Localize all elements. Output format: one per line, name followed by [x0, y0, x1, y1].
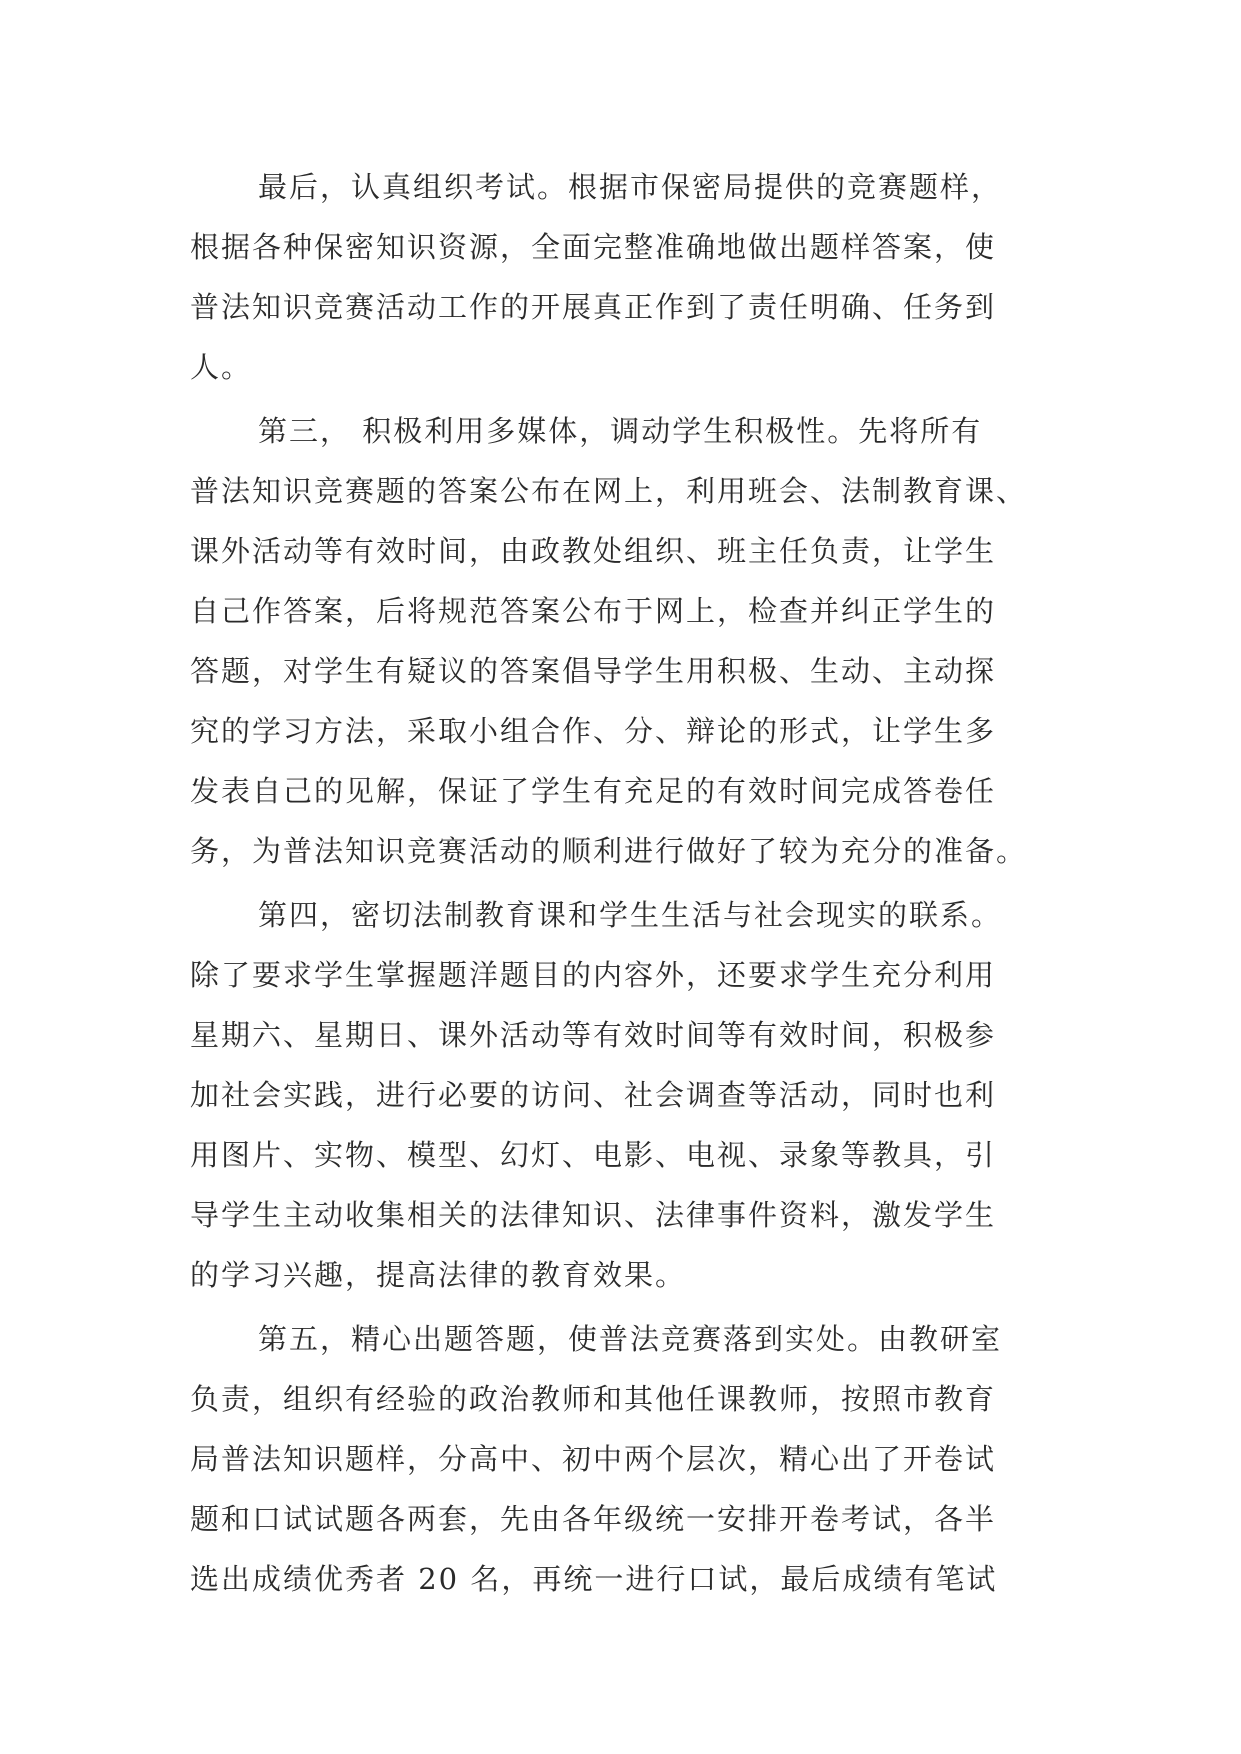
paragraph-fifth — [190, 1309, 1050, 1609]
text-line: 的学习兴趣，提高法律的教育效果。 — [190, 1258, 687, 1292]
text-line: 负责，组织有经验的政治教师和其他任课教师，按照市教育 — [190, 1382, 997, 1416]
text-line: 普法知识竞赛题的答案公布在网上，利用班会、法制教育课、 — [190, 474, 1028, 508]
text-line: 根据各种保密知识资源，全面完整准确地做出题样答案，使 — [190, 230, 997, 264]
text-line: 第五，精心出题答题，使普法竞赛落到实处。由教研室 — [258, 1322, 1003, 1356]
paragraph-third — [190, 401, 1050, 881]
text-line: 究的学习方法，采取小组合作、分、辩论的形式，让学生多 — [190, 714, 997, 748]
text-line: 用图片、实物、模型、幻灯、电影、电视、录象等教具，引 — [190, 1138, 997, 1172]
text-line: 导学生主动收集相关的法律知识、法律事件资料，激发学生 — [190, 1198, 997, 1232]
paragraph-fourth — [190, 885, 1050, 1305]
text-line: 最后，认真组织考试。根据市保密局提供的竞赛题样， — [258, 170, 1003, 204]
text-line: 除了要求学生掌握题洋题目的内容外，还要求学生充分利用 — [190, 958, 997, 992]
text-line: 答题，对学生有疑议的答案倡导学生用积极、生动、主动探 — [190, 654, 997, 688]
text-line: 星期六、星期日、课外活动等有效时间等有效时间，积极参 — [190, 1018, 997, 1052]
text-line: 人。 — [190, 350, 253, 384]
text-line: 自己作答案，后将规范答案公布于网上，检查并纠正学生的 — [190, 594, 997, 628]
text-line: 加社会实践，进行必要的访问、社会调查等活动，同时也利 — [190, 1078, 997, 1112]
text-line: 普法知识竞赛活动工作的开展真正作到了责任明确、任务到 — [190, 290, 997, 324]
text-line: 选出成绩优秀者 20 名，再统一进行口试，最后成绩有笔试 — [190, 1562, 998, 1596]
text-line: 题和口试试题各两套，先由各年级统一安排开卷考试，各半 — [190, 1502, 997, 1536]
text-line: 第四，密切法制教育课和学生生活与社会现实的联系。 — [258, 898, 1003, 932]
text-line: 课外活动等有效时间，由政教处组织、班主任负责，让学生 — [190, 534, 997, 568]
text-line: 务，为普法知识竞赛活动的顺利进行做好了较为充分的准备。 — [190, 834, 1028, 868]
text-line: 发表自己的见解，保证了学生有充足的有效时间完成答卷任 — [190, 774, 997, 808]
paragraph-final-exam — [190, 157, 1050, 397]
text-line: 局普法知识题样，分高中、初中两个层次，精心出了开卷试 — [190, 1442, 997, 1476]
document-body — [190, 157, 1050, 1609]
text-line: 第三， 积极利用多媒体，调动学生积极性。先将所有 — [258, 414, 983, 448]
